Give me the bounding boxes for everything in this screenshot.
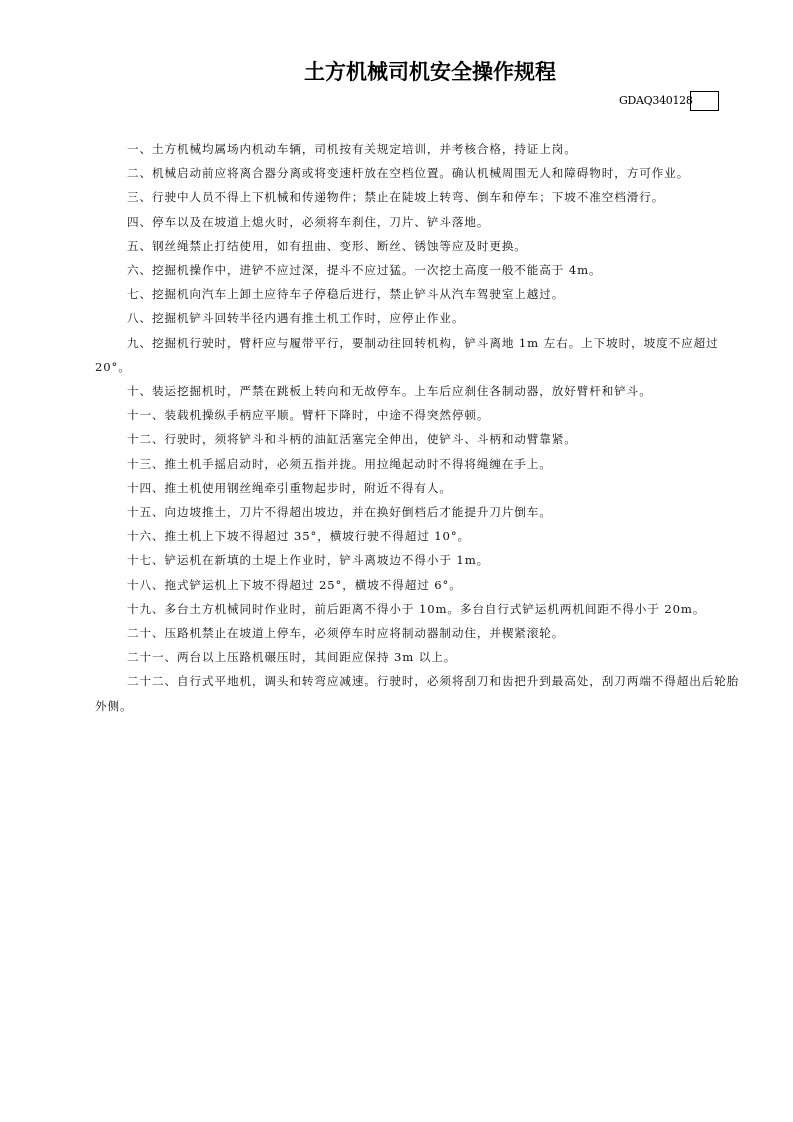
- rule-item: 八、挖掘机铲斗回转半径内遇有推土机工作时，应停止作业。: [127, 311, 465, 326]
- rule-item: 十七、铲运机在新填的土堤上作业时，铲斗离坡边不得小于 1m。: [127, 553, 490, 568]
- rule-item: 二十一、两台以上压路机碾压时，其间距应保持 3m 以上。: [127, 650, 457, 665]
- rules-list: [95, 137, 741, 718]
- rule-item: 十一、装载机操纵手柄应平顺。臂杆下降时，中途不得突然停顿。: [127, 408, 490, 423]
- rule-item: 十四、推土机使用钢丝绳牵引重物起步时，附近不得有人。: [127, 480, 452, 495]
- rule-item: 十三、推土机手摇启动时，必须五指并拢。用拉绳起动时不得将绳缠在手上。: [127, 456, 552, 471]
- rule-item: 四、停车以及在坡道上熄火时，必须将车刹住，刀片、铲斗落地。: [127, 214, 490, 229]
- rule-item: 一、土方机械均属场内机动车辆，司机按有关规定培训，并考核合格，持证上岗。: [127, 142, 577, 156]
- rule-item: 十二、行驶时，须将铲斗和斗柄的油缸活塞完全伸出，使铲斗、斗柄和动臂靠紧。: [127, 432, 577, 447]
- rule-item: 十五、向边坡推土，刀片不得超出坡边，并在换好倒档后才能提升刀片倒车。: [127, 505, 552, 520]
- rule-item: 二、机械启动前应将离合器分离或将变速杆放在空档位置。确认机械周围无人和障碍物时，方可作业。: [127, 166, 690, 181]
- document-code: GDAQ340128: [619, 94, 693, 107]
- rule-item: 五、钢丝绳禁止打结使用，如有扭曲、变形、断丝、锈蚀等应及时更换。: [127, 238, 527, 253]
- rule-item: 十八、拖式铲运机上下坡不得超过 25°，横坡不得超过 6°。: [127, 577, 462, 592]
- rule-item: 九、挖掘机行驶时，臂杆应与履带平行，要制动往回转机构，铲斗离地 1m 左右。上下坡时，坡度不应超过 20°。: [95, 335, 719, 374]
- rule-item: 二十、压路机禁止在坡道上停车，必须停车时应将制动器制动住，并楔紧滚轮。: [127, 626, 565, 641]
- rule-item: 三、行驶中人员不得上下机械和传递物件；禁止在陡坡上转弯、倒车和停车；下坡不准空档滑行。: [127, 190, 665, 205]
- document-title: 土方机械司机安全操作规程: [304, 60, 556, 84]
- rule-item: 六、挖掘机操作中，进铲不应过深，提斗不应过猛。一次挖土高度一般不能高于 4m。: [127, 263, 602, 278]
- code-box: [690, 91, 719, 111]
- rule-item: 十六、推土机上下坡不得超过 35°，横坡行驶不得超过 10°。: [127, 529, 471, 544]
- rule-item: 十九、多台土方机械同时作业时，前后距离不得小于 10m。多台自行式铲运机两机间距不得小于 20m。: [127, 601, 706, 616]
- rule-item: 十、装运挖掘机时，严禁在跳板上转向和无故停车。上车后应刹住各制动器，放好臂杆和铲斗。: [127, 384, 652, 399]
- rule-item: 七、挖掘机向汽车上卸土应待车子停稳后进行，禁止铲斗从汽车驾驶室上越过。: [127, 287, 565, 302]
- rule-item: 二十二、自行式平地机，调头和转弯应减速。行驶时，必须将刮刀和齿把升到最高处，刮刀两端不得超出后轮胎外侧。: [95, 674, 740, 713]
